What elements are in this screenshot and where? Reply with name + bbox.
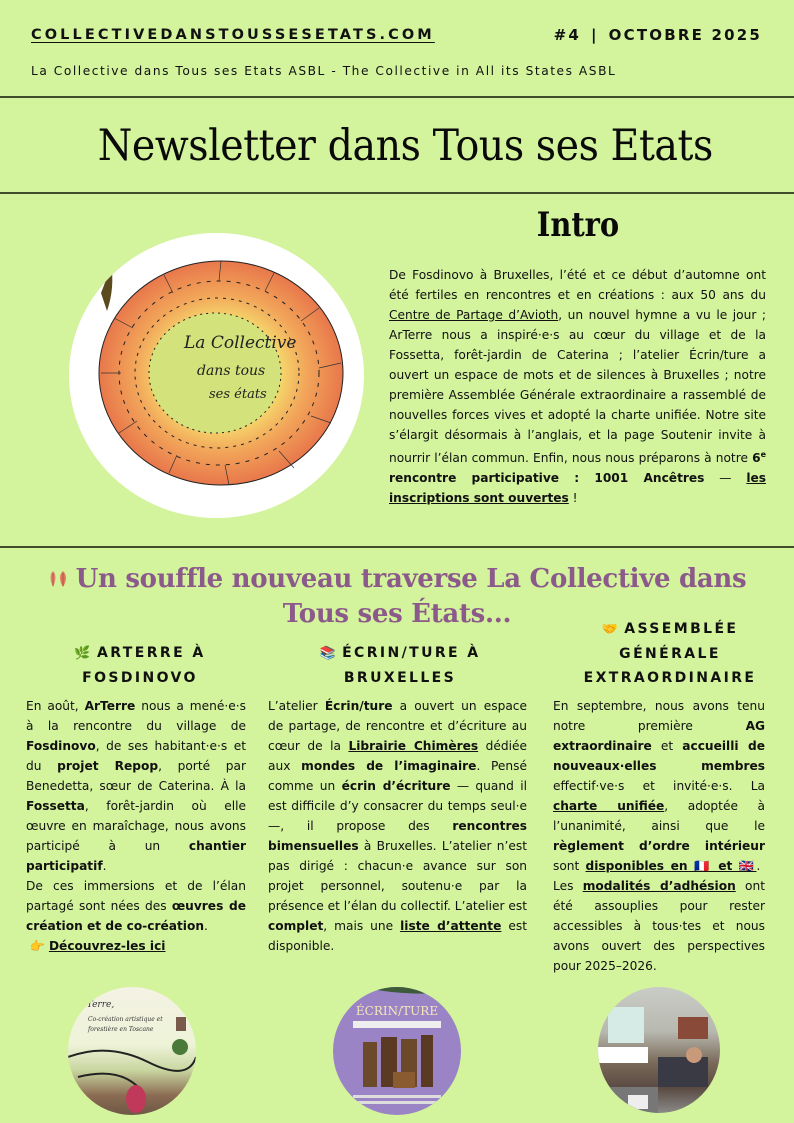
leaves-icon [48, 563, 70, 597]
column-text-arterre: En août, ArTerre nous a mené·e·s à la rencontre du village de Fosdinovo, de ses habitant·e·s et du projet Repop, porté par Benedetta, sœur de Caterina. À la Fossetta, forêt-jardin où elle œuvre en maraîchage, nous avons participé à un chantier participatif. De ces immersions et de l’élan partagé sont nées des œuvres de création et de co-création. 👉 Découvrez-les ici [26, 699, 246, 953]
membership-terms-link[interactable]: modalités d’adhésion [582, 879, 736, 893]
herb-icon: 🌿 [74, 646, 94, 661]
column-text-ag: En septembre, nous avons tenu notre première AG extraordinaire et accueilli de nouveaux·elles membres effectif·ve·s et invité·e·s. La charte unifiée, adoptée à l’unanimité, ainsi que le règlement d’ordre intérieur sont disponibles en 🇫🇷 et 🇬🇧. Les modalités d’adhésion ont été assouplies pour rester accessibles à tous·tes et nous avons ouvert des perspectives pour 2025–2026. [553, 699, 766, 973]
column-heading-arterre [40, 641, 240, 690]
divider [0, 192, 794, 194]
books-icon: 📚 [319, 646, 339, 661]
librairie-chimeres-link[interactable]: Librairie Chimères [348, 739, 479, 753]
masthead [0, 0, 794, 97]
svg-text:ses états: ses états [209, 387, 267, 402]
arterre-artwork-image[interactable] [68, 987, 196, 1115]
column-heading-text: ÉCRIN/TURE À BRUXELLES [342, 645, 481, 686]
svg-text:forestière en Toscane: forestière en Toscane [88, 1026, 154, 1033]
collective-logo [69, 233, 364, 518]
column-heading-text: ARTERRE À FOSDINOVO [82, 645, 206, 686]
intro-text: , un nouvel hymne a vu le jour ; ArTerre nous a inspiré·e·s au cœur du village et de la Fossetta, forêt-jardin de Caterina ; l’atelier Écrin/ture a ouvert un espace de mots et de silences à Bruxelles ; notre première Assemblée Générale extraordinaire a rassemblé de nouvelles forces vives et adopté la charte unifiée. Notre site s’élargit désormais à l’anglais, et la page Soutenir invite à nourrir l’élan commun. Enfin, nous nous préparons à notre [389, 308, 766, 466]
column-text-ecrinture: L’atelier Écrin/ture a ouvert un espace de partage, de rencontre et d’écriture au cœur de la Librairie Chimères dédiée aux mondes de l’imaginaire. Pensé comme un écrin d’écriture — quand il est difficile d’y consacrer du temps seul·e —, il propose des rencontres bimensuelles à Bruxelles. L’atelier n’est pas dirigé : chacun·e avance sur son projet personnel, soutenu·e par la présence et l’élan du collectif. L’atelier est complet, mais une liste d’attente est disponible. [268, 699, 528, 953]
assembly-photo-image[interactable] [598, 987, 720, 1113]
svg-text:ArTerre,: ArTerre, [76, 1000, 115, 1010]
tagline: La Collective dans Tous ses Etats ASBL - The Collective in All its States ASBL [31, 64, 617, 78]
intro-paragraph [389, 265, 766, 508]
documents-available-link[interactable]: disponibles en 🇫🇷 et 🇬🇧 [585, 859, 757, 873]
svg-text:ÉCRIN/TURE: ÉCRIN/TURE [355, 1004, 439, 1018]
issue-date: OCTOBRE 2025 [608, 26, 762, 44]
svg-text:La Collective: La Collective [184, 333, 297, 353]
intro-text: De Fosdinovo à Bruxelles, l’été et ce début d’automne ont été fertiles en rencontres et en créations : aux 50 ans du [389, 268, 766, 302]
column-heading-ecrinture [290, 641, 510, 690]
waiting-list-link[interactable]: liste d’attente [400, 919, 502, 933]
column-heading-text: ASSEMBLÉE GÉNÉRALE EXTRAORDINAIRE [583, 621, 757, 686]
drawing-icon [68, 987, 196, 1115]
intro-bold: 6 [752, 451, 761, 466]
divider [0, 96, 794, 98]
spiral-logo-icon [69, 233, 364, 518]
intro-dash: — [704, 471, 747, 486]
intro-superscript: e [760, 450, 766, 459]
column-heading-ag [560, 617, 780, 690]
divider [0, 546, 794, 548]
handshake-icon: 🤝 [601, 622, 621, 637]
issue-separator: | [590, 26, 599, 44]
pointing-hand-icon: 👉 [29, 939, 46, 953]
photo-icon [598, 987, 720, 1113]
intro-bold: rencontre participative : 1001 Ancêtres [389, 471, 705, 486]
newsletter-title: Newsletter dans Tous ses Etats [97, 121, 713, 171]
poster-icon [333, 987, 461, 1115]
charter-link[interactable]: charte unifiée [553, 799, 665, 813]
intro-heading: Intro [536, 205, 620, 245]
section-title-text: Un souffle nouveau traverse La Collective dans Tous ses États... [75, 564, 747, 629]
title-band [0, 99, 794, 193]
avioth-link[interactable]: Centre de Partage d’Avioth [389, 308, 559, 322]
svg-text:Co-création artistique et: Co-création artistique et [88, 1016, 163, 1023]
issue-info [554, 26, 762, 44]
website-link[interactable]: COLLECTIVEDANSTOUSSESETATS.COM [31, 27, 435, 43]
intro-text: ! [568, 491, 578, 506]
issue-number: #4 [553, 26, 581, 44]
registration-link[interactable]: les inscriptions sont ouvertes [389, 471, 767, 506]
svg-text:dans tous: dans tous [197, 363, 266, 379]
discover-link[interactable]: Découvrez-les ici [48, 939, 166, 953]
ecrinture-poster-image[interactable] [333, 987, 461, 1115]
